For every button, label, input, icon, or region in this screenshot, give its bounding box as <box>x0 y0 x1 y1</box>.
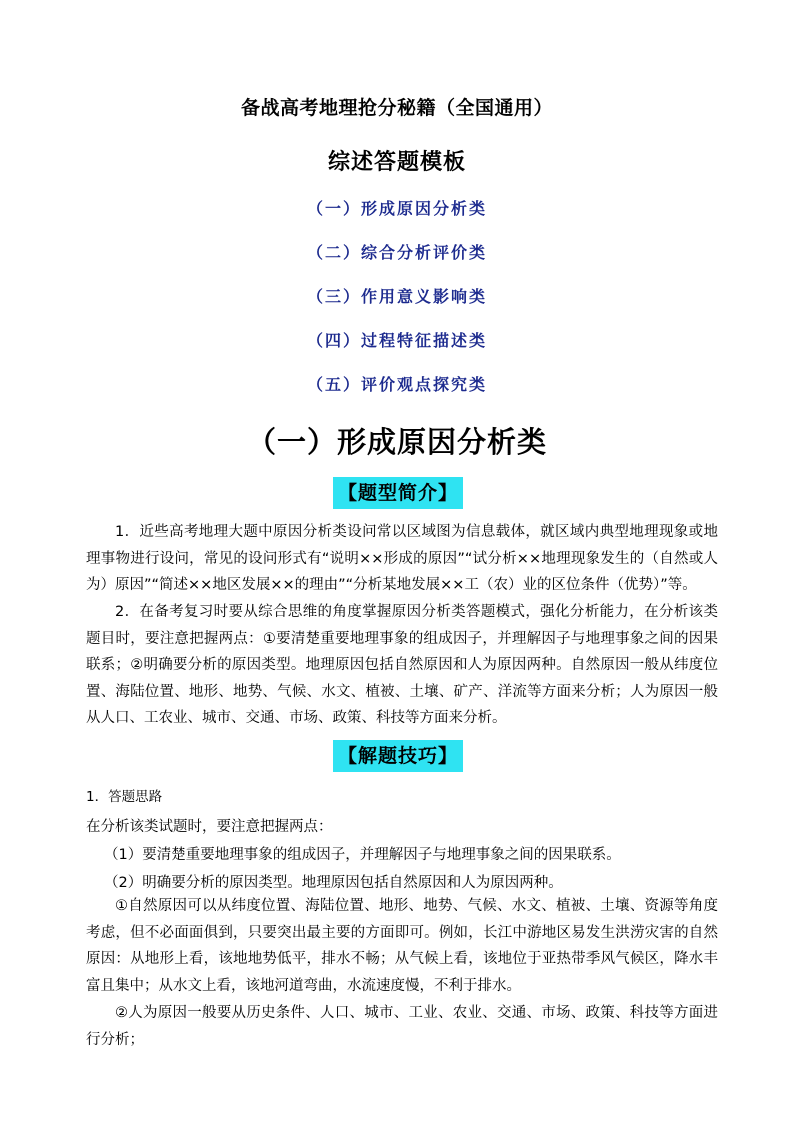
tips-heading: 1．答题思路 <box>86 789 163 805</box>
intro-paragraph-1: 1．近些高考地理大题中原因分析类设问常以区域图为信息载体，就区域内典型地理现象或地理事物进行设问，常见的设问形式有“说明××形成的原因”“试分析××地理现象发生的（自然或人为）原因”“简述××地区发展××的理由”“分析某地发展××工（农）业的区位条件（优势）”等。 <box>86 524 718 593</box>
question-type-intro-badge: 【题型简介】 <box>333 477 463 509</box>
tips-line-1 <box>86 815 333 836</box>
table-of-contents <box>0 196 794 416</box>
tips-line-3: （2）明确要分析的原因类型。地理原因包括自然原因和人为原因两种。 <box>104 875 563 891</box>
tips-human-causes: ②人为原因一般要从历史条件、人口、城市、工业、农业、交通、市场、政策、科技等方面进行分析； <box>86 1005 718 1048</box>
intro-paragraph-2: 2．在备考复习时要从综合思维的角度掌握原因分析类答题模式，强化分析能力，在分析该类题目时，要注意把握两点：①要清楚重要地理事象的组成因子，并理解因子与地理事象之间的因果联系；②明确要分析的原因类型。地理原因包括自然原因和人为原因两种。自然原因一般从纬度位置、海陆位置、地形、地势、气候、水文、植被、土壤、矿产、洋流等方面来分析；人为原因一般从人口、工农业、城市、交通、市场、政策、科技等方面来分析。 <box>86 604 718 726</box>
toc-item-5[interactable]: （五）评价观点探究类 <box>306 375 487 394</box>
tips-natural-causes: ①自然原因可以从纬度位置、海陆位置、地形、地势、气候、水文、植被、土壤、资源等角度考虑，但不必面面俱到，只要突出最主要的方面即可。例如，长江中游地区易发生洪涝灾害的自然原因：从地形上看，该地地势低平，排水不畅；从气候上看，该地位于亚热带季风气候区，降水丰富且集中；从水文上看，该地河道弯曲，水流速度慢，不利于排水。 <box>86 898 718 994</box>
section-heading: （一）形成原因分析类 <box>246 425 547 459</box>
document-subtitle: 综述答题模板 <box>327 149 466 175</box>
solving-tips-badge: 【解题技巧】 <box>333 740 463 772</box>
toc-item-2[interactable]: （二）综合分析评价类 <box>306 243 487 262</box>
tips-line-1-text: 在分析该类试题时，要注意把握两点： <box>86 819 333 835</box>
toc-item-1[interactable]: （一）形成原因分析类 <box>306 199 487 218</box>
toc-item-4[interactable]: （四）过程特征描述类 <box>306 331 487 350</box>
toc-item-3[interactable]: （三）作用意义影响类 <box>306 287 487 306</box>
tips-line-2: （1）要清楚重要地理事象的组成因子，并理解因子与地理事象之间的因果联系。 <box>104 847 621 863</box>
document-title: 备战高考地理抢分秘籍（全国通用） <box>240 97 553 119</box>
